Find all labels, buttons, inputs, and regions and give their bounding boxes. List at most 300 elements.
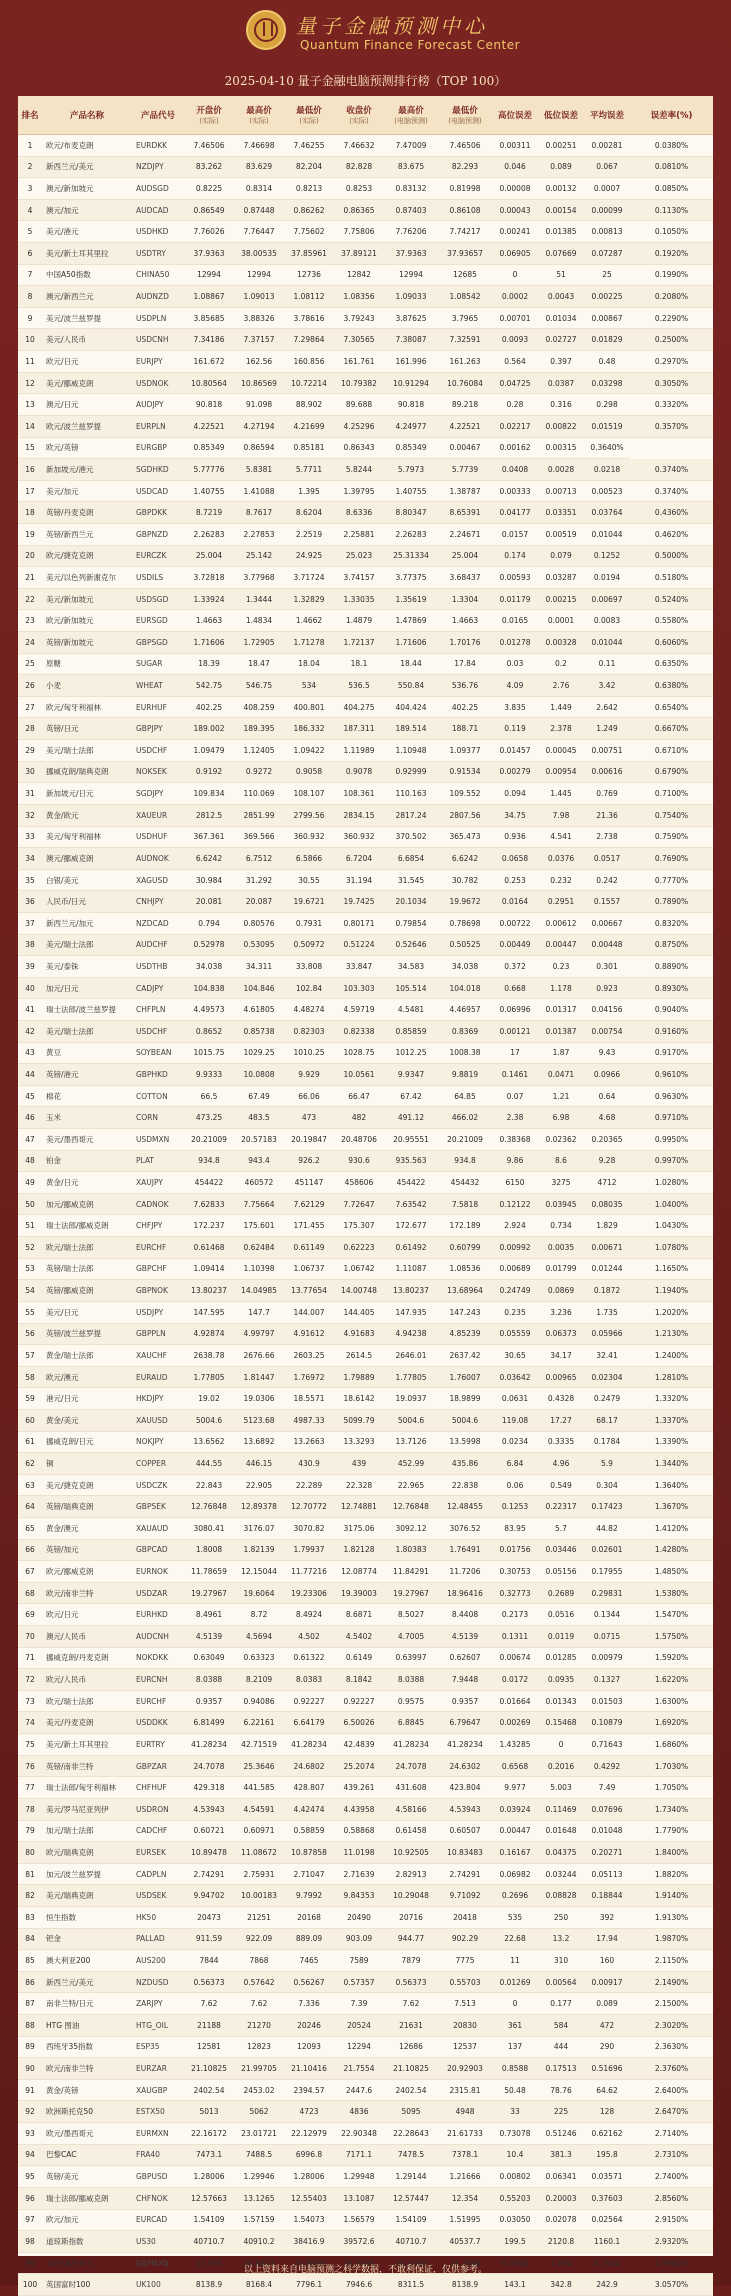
table-cell: 11.7206 — [438, 1561, 492, 1583]
table-cell: 3.71724 — [284, 567, 334, 589]
table-cell: 0.62607 — [438, 1647, 492, 1669]
table-cell: 澳元/加元 — [42, 199, 132, 221]
table-cell: 0.87448 — [234, 199, 284, 221]
table-cell: 1.4663 — [438, 610, 492, 632]
table-cell: 0.9710% — [630, 1107, 713, 1129]
table-row — [18, 1150, 713, 1172]
table-cell: 0.61468 — [184, 1237, 234, 1259]
table-cell: 0.2970% — [630, 351, 713, 373]
table-cell: 0.01278 — [492, 632, 538, 654]
table-cell: 22.16172 — [184, 2123, 234, 2145]
table-cell: 8.4408 — [438, 1604, 492, 1626]
table-cell: 4.94238 — [384, 1323, 438, 1345]
table-row — [18, 696, 713, 718]
table-cell: 0.08828 — [538, 1885, 584, 1907]
table-cell: 0.63049 — [184, 1647, 234, 1669]
table-cell: 0.1050% — [630, 221, 713, 243]
table-cell: 0.6060% — [630, 632, 713, 654]
table-cell: 20.087 — [234, 891, 284, 913]
table-cell: 0.86594 — [234, 437, 284, 459]
table-cell: 2676.66 — [234, 1345, 284, 1367]
table-cell: 4.24977 — [384, 415, 438, 437]
table-cell: 0.00311 — [492, 135, 538, 157]
table-cell: US30 — [132, 2231, 184, 2253]
table-cell: 33.808 — [284, 956, 334, 978]
table-cell: 25.3646 — [234, 1755, 284, 1777]
table-cell: 1.12405 — [234, 740, 284, 762]
table-cell: 429.318 — [184, 1777, 234, 1799]
table-cell: 584 — [538, 2015, 584, 2037]
table-cell: EURDKK — [132, 135, 184, 157]
table-cell: 加元/日元 — [42, 977, 132, 999]
table-cell: 美元/墨西哥元 — [42, 1129, 132, 1151]
table-cell: 0.9058 — [284, 761, 334, 783]
table-cell: 2614.5 — [334, 1345, 384, 1367]
table-cell: 22.68 — [492, 1928, 538, 1950]
table-row — [18, 891, 713, 913]
table-cell: 4.5402 — [334, 1626, 384, 1648]
table-cell: 172.189 — [438, 1215, 492, 1237]
table-cell: 0.3335 — [538, 1431, 584, 1453]
table-cell: 83.675 — [384, 156, 438, 178]
table-cell: 0.00689 — [492, 1258, 538, 1280]
table-cell: 1.77805 — [384, 1366, 438, 1388]
table-cell: 4.22521 — [438, 415, 492, 437]
table-cell: 美元/波兰兹罗提 — [42, 307, 132, 329]
table-cell: 0.01317 — [538, 999, 584, 1021]
table-cell: 2.71047 — [284, 1863, 334, 1885]
table-cell: 5.7739 — [438, 459, 492, 481]
table-cell: USDILS — [132, 567, 184, 589]
table-cell: 8.0388 — [184, 1669, 234, 1691]
table-cell: 0.01179 — [492, 588, 538, 610]
table-cell: 0 — [492, 264, 538, 286]
table-cell: 1.09033 — [384, 286, 438, 308]
table-cell: 41.28234 — [284, 1734, 334, 1756]
table-cell: 160.856 — [284, 351, 334, 373]
table-cell: 8.5027 — [384, 1604, 438, 1626]
table-cell: 4.99797 — [234, 1323, 284, 1345]
column-header-sublabel: (实际) — [299, 117, 319, 125]
table-cell: 1.3640% — [630, 1474, 713, 1496]
table-cell: 0.92999 — [384, 761, 438, 783]
table-cell: 404.424 — [384, 696, 438, 718]
table-cell: 6.5866 — [284, 848, 334, 870]
table-cell: PALLAD — [132, 1928, 184, 1950]
table-cell: 10.29048 — [384, 1885, 438, 1907]
table-cell: 0.2500% — [630, 329, 713, 351]
table-row — [18, 1777, 713, 1799]
table-cell: 0.24749 — [492, 1280, 538, 1302]
table-cell: 21.7554 — [334, 2058, 384, 2080]
table-cell: USDCHF — [132, 1020, 184, 1042]
table-cell: 0.03351 — [538, 502, 584, 524]
table-cell: 51 — [18, 1215, 42, 1237]
table-row — [18, 415, 713, 437]
table-cell: 瑞士法郎/匈牙利福林 — [42, 1777, 132, 1799]
table-cell: 40537.7 — [438, 2231, 492, 2253]
table-cell: 78 — [18, 1798, 42, 1820]
table-cell: 1029.25 — [234, 1042, 284, 1064]
table-cell: 109.834 — [184, 783, 234, 805]
table-cell: 1.6220% — [630, 1669, 713, 1691]
table-cell: 0.00333 — [492, 480, 538, 502]
table-cell: 0.53095 — [234, 934, 284, 956]
table-cell: AUDNOK — [132, 848, 184, 870]
table-cell: 1.54109 — [184, 2209, 234, 2231]
table-row — [18, 2015, 713, 2037]
table-cell: 0.0850% — [630, 178, 713, 200]
table-cell: 19.27967 — [184, 1582, 234, 1604]
table-cell: 1.5920% — [630, 1647, 713, 1669]
column-header-label: 产品名称 — [69, 111, 104, 121]
table-cell: 0.089 — [538, 156, 584, 178]
table-cell: 0.301 — [584, 956, 630, 978]
table-cell: 0.01285 — [538, 1647, 584, 1669]
table-cell: 360.932 — [284, 826, 334, 848]
table-cell: 0.253 — [492, 869, 538, 891]
table-cell: 英镑/加元 — [42, 1539, 132, 1561]
table-row — [18, 848, 713, 870]
table-cell: 0.01044 — [584, 632, 630, 654]
table-cell: 欧元/瑞士法郎 — [42, 1690, 132, 1712]
table-cell: 0.00225 — [584, 286, 630, 308]
table-cell: 10.86569 — [234, 372, 284, 394]
table-cell: 0.0164 — [492, 891, 538, 913]
table-cell: 0.51696 — [584, 2058, 630, 2080]
table-cell: 18.1 — [334, 653, 384, 675]
table-cell: 1.2020% — [630, 1301, 713, 1323]
table-cell: 美元/匈牙利福林 — [42, 826, 132, 848]
table-row — [18, 718, 713, 740]
table-cell: 恒生指数 — [42, 1906, 132, 1928]
table-cell: 42.71519 — [234, 1734, 284, 1756]
table-cell: 0.10879 — [584, 1712, 630, 1734]
table-cell: 黄金/澳元 — [42, 1518, 132, 1540]
table-cell: 0.23 — [538, 956, 584, 978]
table-cell: 2817.24 — [384, 804, 438, 826]
table-cell: 87 — [18, 1993, 42, 2015]
table-cell: 18.47 — [234, 653, 284, 675]
table-cell: 澳元/日元 — [42, 394, 132, 416]
table-cell: 9.71092 — [438, 1885, 492, 1907]
table-cell: 0.03298 — [584, 372, 630, 394]
table-cell: 0.119 — [492, 718, 538, 740]
table-cell: 90 — [18, 2058, 42, 2080]
table-cell: 482 — [334, 1107, 384, 1129]
table-cell: 59 — [18, 1388, 42, 1410]
table-cell: 美元/新加坡元 — [42, 588, 132, 610]
table-cell: 7171.1 — [334, 2144, 384, 2166]
table-cell: 铜 — [42, 1453, 132, 1475]
table-cell: 3092.12 — [384, 1518, 438, 1540]
table-cell: 943.4 — [234, 1150, 284, 1172]
table-cell: GBPZAR — [132, 1755, 184, 1777]
table-cell: 3175.06 — [334, 1518, 384, 1540]
table-cell: 4.5139 — [184, 1626, 234, 1648]
table-cell: 0.0869 — [538, 1280, 584, 1302]
table-cell: 944.77 — [384, 1928, 438, 1950]
table-cell: 66.06 — [284, 1085, 334, 1107]
table-cell: 0.4360% — [630, 502, 713, 524]
table-cell: 0.03244 — [538, 1863, 584, 1885]
table-cell: 西班牙35指数 — [42, 2036, 132, 2058]
table-cell: 欧元/人民币 — [42, 1669, 132, 1691]
table-cell: 12.89378 — [234, 1496, 284, 1518]
table-cell: 0.00593 — [492, 567, 538, 589]
table-cell: 13.68964 — [438, 1280, 492, 1302]
table-cell: 19.6064 — [234, 1582, 284, 1604]
table-cell: 12.74881 — [334, 1496, 384, 1518]
table-cell: 38 — [18, 934, 42, 956]
table-cell: 0.11469 — [538, 1798, 584, 1820]
table-cell: 17 — [18, 480, 42, 502]
table-cell: 英镑/港元 — [42, 1064, 132, 1086]
table-cell: SOYBEAN — [132, 1042, 184, 1064]
table-cell: 0.9040% — [630, 999, 713, 1021]
table-cell: CORN — [132, 1107, 184, 1129]
table-cell: 100 — [18, 2274, 42, 2296]
table-cell: 2807.56 — [438, 804, 492, 826]
table-cell: 0.2 — [538, 653, 584, 675]
table-cell: 0.1557 — [584, 891, 630, 913]
table-cell: AUS200 — [132, 1950, 184, 1972]
table-cell: 10.4 — [492, 2144, 538, 2166]
table-cell: 0.9575 — [384, 1690, 438, 1712]
table-cell: 1.82128 — [334, 1539, 384, 1561]
table-cell: 1.178 — [538, 977, 584, 999]
table-cell: 1.4879 — [334, 610, 384, 632]
table-cell: 0.03 — [492, 653, 538, 675]
table-cell: 0.03287 — [538, 567, 584, 589]
table-cell: 1.8400% — [630, 1842, 713, 1864]
table-cell: 1.29946 — [234, 2166, 284, 2188]
table-cell: 英镑/新加坡元 — [42, 632, 132, 654]
table-cell: 0.48 — [584, 351, 630, 373]
table-cell: 1.08867 — [184, 286, 234, 308]
table-cell: 31.292 — [234, 869, 284, 891]
table-cell: 34.75 — [492, 804, 538, 826]
table-row — [18, 286, 713, 308]
table-cell: 20473 — [184, 1906, 234, 1928]
table-cell: 172.677 — [384, 1215, 438, 1237]
table-cell: 英国富时100 — [42, 2274, 132, 2296]
table-cell: 0.12122 — [492, 1193, 538, 1215]
table-cell: 0.1990% — [630, 264, 713, 286]
table-cell: 12.76848 — [384, 1496, 438, 1518]
table-cell: 381.3 — [538, 2144, 584, 2166]
table-row — [18, 1345, 713, 1367]
table-cell: 0.01244 — [584, 1258, 630, 1280]
table-cell: 12.70772 — [284, 1496, 334, 1518]
table-cell: 0.1252 — [584, 545, 630, 567]
table-cell: 7.63542 — [384, 1193, 438, 1215]
table-cell: 19.39003 — [334, 1582, 384, 1604]
table-cell: 英镑/瑞典克朗 — [42, 1496, 132, 1518]
table-cell: 4.91612 — [284, 1323, 334, 1345]
table-cell: 新加坡元/港元 — [42, 459, 132, 481]
table-cell: ESP35 — [132, 2036, 184, 2058]
table-cell: 35 — [18, 869, 42, 891]
table-cell: WHEAT — [132, 675, 184, 697]
table-cell: 美元/瑞士法郎 — [42, 1020, 132, 1042]
table-cell: 9.8819 — [438, 1064, 492, 1086]
table-cell: 67 — [18, 1561, 42, 1583]
table-cell: 0.316 — [538, 394, 584, 416]
table-cell: 7.62 — [384, 1993, 438, 2015]
table-cell: 9.86 — [492, 1150, 538, 1172]
table-cell: 2.26283 — [184, 523, 234, 545]
table-cell: 1.5750% — [630, 1626, 713, 1648]
table-row — [18, 869, 713, 891]
table-cell: 41 — [18, 999, 42, 1021]
table-cell: 360.932 — [334, 826, 384, 848]
table-cell: 0.83132 — [384, 178, 438, 200]
table-cell: 1.06742 — [334, 1258, 384, 1280]
table-cell: 0.04177 — [492, 502, 538, 524]
table-cell: 550.84 — [384, 675, 438, 697]
table-cell: CHFPLN — [132, 999, 184, 1021]
table-cell: 0.20365 — [584, 1129, 630, 1151]
table-cell: 0.22317 — [538, 1496, 584, 1518]
table-cell: 66.47 — [334, 1085, 384, 1107]
table-cell: 342.8 — [538, 2274, 584, 2296]
table-cell: 0.6350% — [630, 653, 713, 675]
table-cell: 50.48 — [492, 2079, 538, 2101]
table-cell: 1.094 — [538, 2252, 584, 2274]
column-header-label: 最高价 — [398, 106, 424, 116]
table-cell: 12.354 — [438, 2187, 492, 2209]
table-row — [18, 977, 713, 999]
table-cell: 451147 — [284, 1172, 334, 1194]
table-cell: 0.30753 — [492, 1561, 538, 1583]
table-cell: 原糖 — [42, 653, 132, 675]
table-row — [18, 804, 713, 826]
table-row — [18, 1237, 713, 1259]
table-cell: 2120.8 — [538, 2231, 584, 2253]
table-cell: 290 — [584, 2036, 630, 2058]
table-row — [18, 2058, 713, 2080]
table-cell: 903.09 — [334, 1928, 384, 1950]
table-cell: 81 — [18, 1863, 42, 1885]
table-cell: 21270 — [234, 2015, 284, 2037]
table-cell: 1.6300% — [630, 1690, 713, 1712]
table-cell: 0.2016 — [538, 1755, 584, 1777]
table-cell: 1.3390% — [630, 1431, 713, 1453]
table-cell: USDJPY — [132, 1301, 184, 1323]
table-cell: GBPJPY — [132, 718, 184, 740]
table-cell: 171.455 — [284, 1215, 334, 1237]
table-cell: 3176.07 — [234, 1518, 284, 1540]
table-cell: 1.38787 — [438, 480, 492, 502]
table-cell: 1.77805 — [184, 1366, 234, 1388]
table-cell: 454422 — [384, 1172, 438, 1194]
table-cell: GBPSGD — [132, 632, 184, 654]
table-cell: 85 — [18, 1950, 42, 1972]
table-cell: 17.94 — [584, 1928, 630, 1950]
table-cell: 12.57663 — [184, 2187, 234, 2209]
table-cell: 19.7425 — [334, 891, 384, 913]
table-cell: 21 — [18, 567, 42, 589]
table-cell: 0.01503 — [584, 1690, 630, 1712]
table-cell: 0.9192 — [184, 761, 234, 783]
table-cell: 13.3293 — [334, 1431, 384, 1453]
ranking-table — [18, 96, 713, 2296]
table-cell: 20716 — [384, 1906, 438, 1928]
table-cell: 2.6470% — [630, 2101, 713, 2123]
table-cell: 0.86365 — [334, 199, 384, 221]
table-cell: 0.936 — [492, 826, 538, 848]
table-cell: 0.00328 — [538, 632, 584, 654]
table-cell: 0.85738 — [234, 1020, 284, 1042]
table-cell: 1.76491 — [438, 1539, 492, 1561]
table-cell: 934.8 — [438, 1150, 492, 1172]
table-cell: 9.9333 — [184, 1064, 234, 1086]
table-cell: 8.7219 — [184, 502, 234, 524]
table-cell: 13.5998 — [438, 1431, 492, 1453]
table-row — [18, 1129, 713, 1151]
table-cell: 4.96 — [538, 1453, 584, 1475]
table-cell: 1.79937 — [284, 1539, 334, 1561]
table-cell: 25.004 — [184, 545, 234, 567]
table-cell: 欧洲斯托克50 — [42, 2101, 132, 2123]
table-cell: 4.541 — [538, 826, 584, 848]
table-cell: 23.01721 — [234, 2123, 284, 2145]
table-cell: 1.72137 — [334, 632, 384, 654]
table-cell: 0.79854 — [384, 912, 438, 934]
table-cell: 8168.4 — [234, 2274, 284, 2296]
table-row — [18, 178, 713, 200]
table-cell: 8.2109 — [234, 1669, 284, 1691]
table-cell: 1.2130% — [630, 1323, 713, 1345]
table-cell: 0.2696 — [492, 1885, 538, 1907]
table-row — [18, 1971, 713, 1993]
table-cell: 0.8890% — [630, 956, 713, 978]
table-cell: 84 — [18, 1928, 42, 1950]
table-cell: 15 — [18, 437, 42, 459]
table-cell: 161.761 — [334, 351, 384, 373]
table-cell: 道琼斯指数 — [42, 2231, 132, 2253]
table-row — [18, 1366, 713, 1388]
table-cell: 0.089 — [584, 1993, 630, 2015]
column-header — [538, 96, 584, 135]
table-cell: 1.39795 — [334, 480, 384, 502]
table-cell: GBPUSD — [132, 2166, 184, 2188]
table-cell: 402.25 — [438, 696, 492, 718]
table-cell: 160 — [584, 1950, 630, 1972]
table-cell: 13.1087 — [334, 2187, 384, 2209]
table-cell: 1.09377 — [438, 740, 492, 762]
table-cell: USDDKK — [132, 1712, 184, 1734]
table-cell: 0.60971 — [234, 1820, 284, 1842]
table-cell: 1.70176 — [438, 632, 492, 654]
table-cell: 439.261 — [334, 1777, 384, 1799]
table-cell: 0.82303 — [284, 1020, 334, 1042]
table-cell: 0.397 — [538, 351, 584, 373]
disclaimer-footer: 以上资料来自电脑预测之科学数据，不敢利保证，仅供参考。 — [243, 2265, 487, 2275]
table-cell: EURSEK — [132, 1842, 184, 1864]
table-cell: 435.86 — [438, 1453, 492, 1475]
table-cell: 1.10948 — [384, 740, 438, 762]
table-cell: 0.07287 — [584, 243, 630, 265]
table-cell: 20830 — [438, 2015, 492, 2037]
table-row — [18, 502, 713, 524]
table-row — [18, 610, 713, 632]
table-body — [18, 135, 713, 2296]
table-cell: 13.6892 — [234, 1431, 284, 1453]
column-header — [184, 96, 234, 135]
table-cell: 49 — [18, 1172, 42, 1194]
